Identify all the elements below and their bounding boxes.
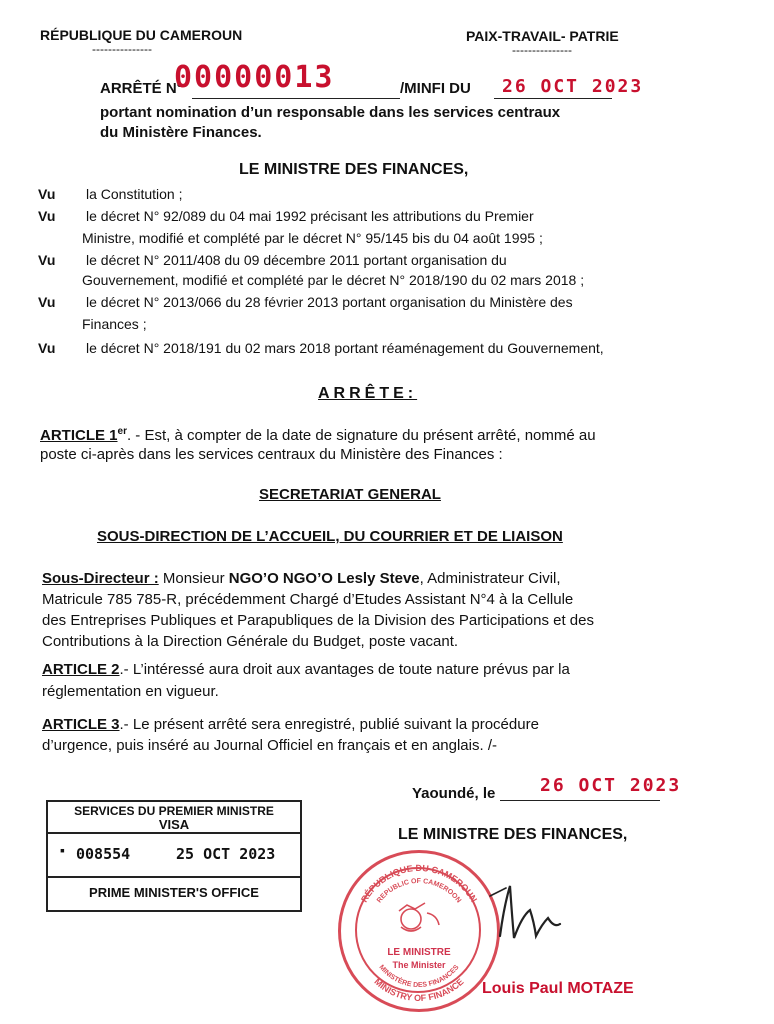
arrete-number-underline — [192, 98, 400, 99]
article-3-line-2: d’urgence, puis inséré au Journal Officiel en français et en anglais. /- — [42, 737, 497, 754]
sous-directeur-line-1 — [42, 570, 561, 587]
vu-item-text: le décret N° 92/089 du 04 mai 1992 précisant les attributions du Premier — [86, 208, 534, 224]
sous-directeur-rest: , Administrateur Civil, — [419, 570, 561, 587]
arrete-date-underline — [494, 98, 612, 99]
article-3-label: ARTICLE 3 — [42, 716, 120, 733]
minister-heading: LE MINISTRE DES FINANCES, — [239, 161, 469, 178]
svg-text:REPUBLIC OF CAMEROON — [376, 878, 462, 904]
seal-center-1: LE MINISTRE — [387, 947, 451, 958]
minfi-label: /MINFI DU — [400, 80, 471, 97]
vu-item-text: Gouvernement, modifié et complété par le décret N° 2018/190 du 02 mars 2018 ; — [82, 272, 585, 288]
signature-title: LE MINISTRE DES FINANCES, — [398, 826, 628, 843]
place-date-underline — [500, 800, 660, 801]
vu-item-text: le décret N° 2013/066 du 28 février 2013 portant organisation du Ministère des — [86, 294, 573, 310]
article-2-line-2: réglementation en vigueur. — [42, 683, 219, 700]
article-3 — [42, 716, 539, 733]
sous-directeur-line-2: Matricule 785 785-R, précédemment Chargé d’Etudes Assistant N°4 à la Cellule — [42, 591, 574, 608]
motto-header: PAIX-TRAVAIL- PATRIE — [466, 28, 619, 44]
visa-title: SERVICES DU PREMIER MINISTRE — [74, 804, 274, 818]
article-2-label: ARTICLE 2 — [42, 661, 120, 678]
vu-label: Vu — [38, 294, 56, 310]
visa-number: 008554 — [76, 845, 131, 863]
arrete-date-stamp: 26 OCT 2023 — [502, 76, 644, 97]
seal-top-text: RÉPUBLIQUE DU CAMEROUN — [358, 862, 480, 905]
article-1-sup: er — [117, 426, 127, 437]
motto-header-dashes: --------------- — [512, 43, 572, 57]
visa-footer: PRIME MINISTER'S OFFICE — [89, 885, 259, 900]
title-line-2: portant nomination d’un responsable dans les services centraux — [100, 104, 561, 121]
seal-bottom-text: MINISTRY OF FINANCE — [372, 976, 466, 1004]
vu-item-text: le décret N° 2011/408 du 09 décembre 2011 portant organisation du — [86, 252, 507, 268]
visa-stamp — [46, 800, 302, 912]
visa-divider — [48, 876, 300, 878]
arrete-label: ARRÊTÉ N° — [100, 80, 183, 97]
vu-item-text: le décret N° 2018/191 du 02 mars 2018 portant réaménagement du Gouvernement, — [86, 340, 604, 356]
sous-directeur-label: Sous-Directeur : — [42, 570, 159, 587]
seal-emblem-icon — [399, 903, 439, 931]
sd-heading: SOUS-DIRECTION DE L’ACCUEIL, DU COURRIER ET DE LIAISON — [97, 528, 563, 545]
vu-label: Vu — [38, 208, 56, 224]
article-2 — [42, 661, 570, 678]
republic-header-dashes: --------------- — [92, 42, 152, 56]
visa-divider — [48, 832, 300, 834]
article-1-text-1: . - Est, à compter de la date de signature du présent arrêté, nommé au — [126, 427, 596, 444]
place-date-stamp: 26 OCT 2023 — [540, 775, 682, 796]
visa-bullet: ▪ — [60, 842, 65, 858]
article-2-line-1: .- L’intéressé aura droit aux avantages de toute nature prévus par la — [119, 661, 570, 678]
vu-label: Vu — [38, 186, 56, 202]
arrete-number-stamp: 00000013 — [174, 60, 335, 95]
vu-item-text: Ministre, modifié et complété par le décret N° 95/145 bis du 04 août 1995 ; — [82, 230, 543, 246]
vu-label: Vu — [38, 252, 56, 268]
visa-date: 25 OCT 2023 — [176, 845, 276, 863]
monsieur: Monsieur — [162, 570, 225, 587]
article-1-label: ARTICLE 1 — [40, 427, 118, 444]
republic-header: RÉPUBLIQUE DU CAMEROUN — [40, 27, 243, 43]
vu-item-text: Finances ; — [82, 316, 147, 332]
seal-center-2: The Minister — [392, 960, 446, 970]
article-1 — [40, 426, 596, 444]
svg-text:MINISTRY OF FINANCE — [372, 976, 465, 1003]
handwritten-signature-icon — [470, 866, 590, 956]
seal-bottom-text-2: MINISTÈRE DES FINANCES — [377, 963, 461, 990]
sous-directeur-line-4: Contributions à la Direction Générale du Budget, poste vacant. — [42, 633, 459, 650]
signatory-name: Louis Paul MOTAZE — [482, 980, 634, 997]
vu-label: Vu — [38, 340, 56, 356]
appointee-name: NGO’O NGO’O Lesly Steve — [228, 570, 420, 587]
visa-label: VISA — [158, 817, 190, 832]
sg-heading: SECRETARIAT GENERAL — [259, 486, 441, 503]
seal-top-text-2: REPUBLIC OF CAMEROON — [375, 877, 463, 905]
article-3-line-1: .- Le présent arrêté sera enregistré, publié suivant la procédure — [119, 716, 539, 733]
place-label: Yaoundé, le — [412, 785, 496, 802]
sous-directeur-line-3: des Entreprises Publiques et Parapubliques de la Division des Participations et des — [42, 612, 594, 629]
title-line-3: du Ministère Finances. — [100, 124, 262, 141]
arrete-heading: ARRÊTE: — [318, 385, 418, 402]
article-1-line-2: poste ci-après dans les services centraux du Ministère des Finances : — [40, 446, 503, 463]
vu-item-text: la Constitution ; — [86, 186, 183, 202]
